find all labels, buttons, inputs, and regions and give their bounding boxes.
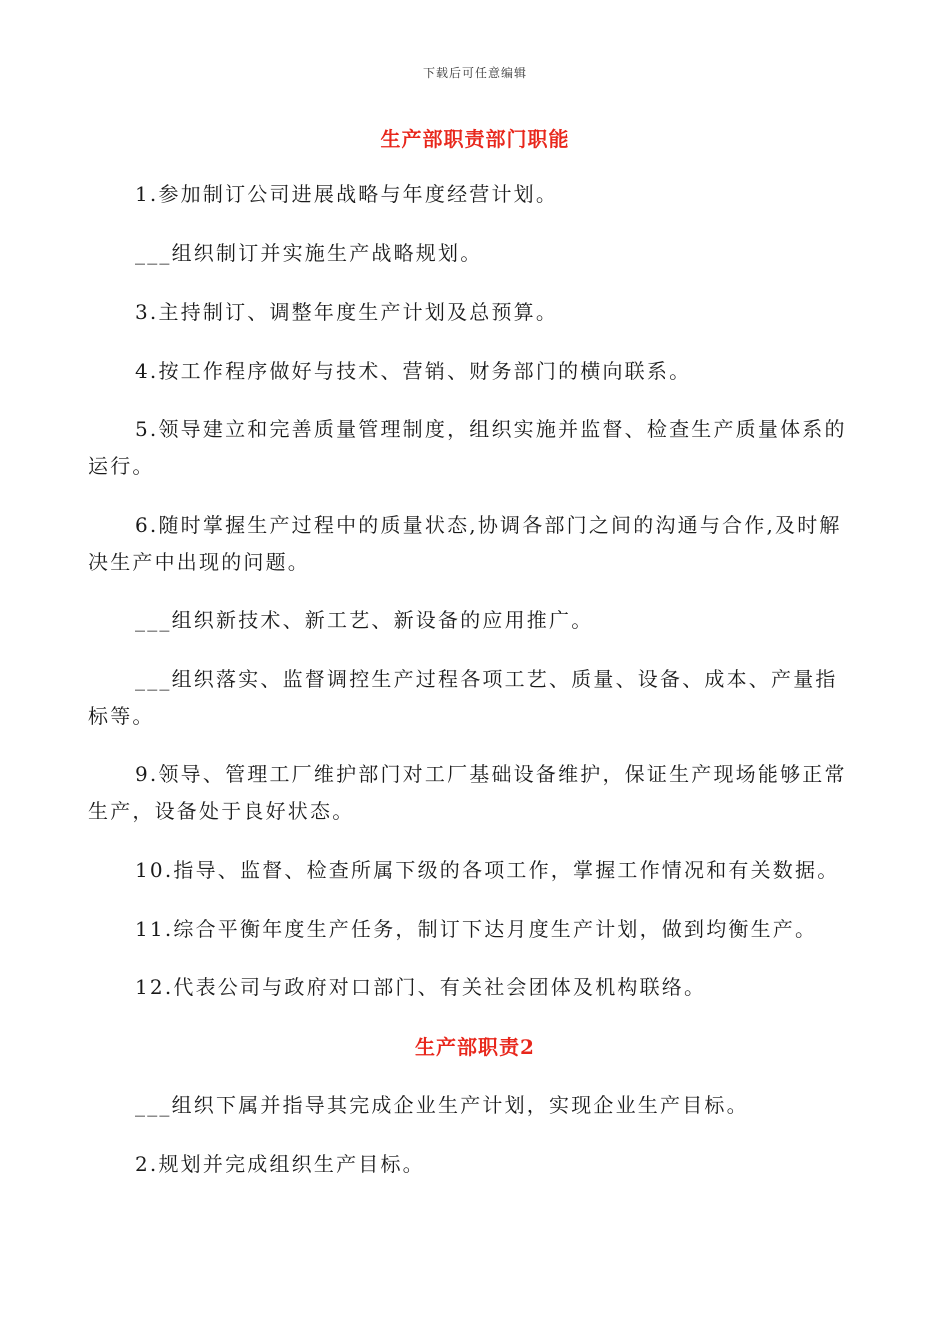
paragraph-1-8: ___组织落实、监督调控生产过程各项工艺、质量、设备、成本、产量指标等。 — [88, 667, 838, 728]
paragraph-2-2: 2.规划并完成组织生产目标。 — [135, 1152, 425, 1176]
header-note: 下载后可任意编辑 — [422, 66, 527, 80]
paragraph-1-3: 3.主持制订、调整年度生产计划及总预算。 — [135, 300, 559, 324]
paragraph-1-9: 9.领导、管理工厂维护部门对工厂基础设备维护，保证生产现场能够正常生产，设备处于良好状态。 — [88, 762, 847, 823]
paragraph-1-10: 10.指导、监督、检查所属下级的各项工作，掌握工作情况和有关数据。 — [135, 858, 840, 882]
paragraph-1-7: ___组织新技术、新工艺、新设备的应用推广。 — [135, 608, 594, 632]
section-title-2: 生产部职责2 — [415, 1035, 535, 1059]
paragraph-1-1: 1.参加制订公司进展战略与年度经营计划。 — [135, 182, 559, 206]
section-title-1: 生产部职责部门职能 — [380, 127, 570, 151]
paragraph-1-4: 4.按工作程序做好与技术、营销、财务部门的横向联系。 — [135, 359, 692, 383]
paragraph-1-5: 5.领导建立和完善质量管理制度，组织实施并监督、检查生产质量体系的运行。 — [88, 417, 847, 478]
paragraph-1-2: ___组织制订并实施生产战略规划。 — [135, 241, 483, 265]
paragraph-1-11: 11.综合平衡年度生产任务，制订下达月度生产计划，做到均衡生产。 — [135, 917, 818, 941]
paragraph-1-6: 6.随时掌握生产过程中的质量状态,协调各部门之间的沟通与合作,及时解决生产中出现的问题。 — [88, 513, 842, 574]
paragraph-2-1: ___组织下属并指导其完成企业生产计划，实现企业生产目标。 — [135, 1093, 749, 1117]
paragraph-1-12: 12.代表公司与政府对口部门、有关社会团体及机构联络。 — [135, 975, 707, 999]
